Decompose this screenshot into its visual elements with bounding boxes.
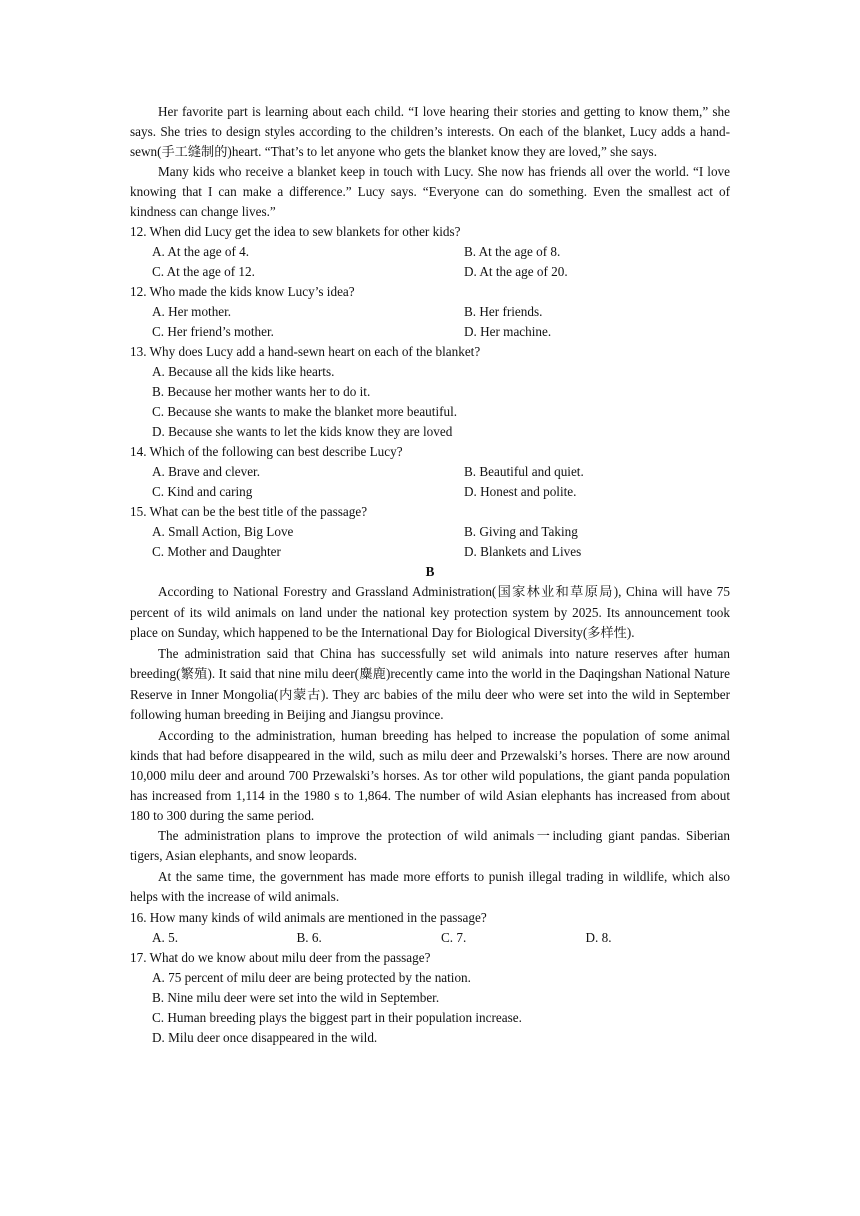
option-a: A. At the age of 4.: [152, 244, 250, 259]
option-d: D. Her machine.: [464, 324, 552, 339]
question-stem: 15. What can be the best title of the passage?: [130, 504, 368, 519]
options: [130, 968, 730, 1048]
options: [130, 928, 730, 948]
question-stem: 12. When did Lucy get the idea to sew blankets for other kids?: [130, 224, 461, 239]
question: [130, 442, 730, 502]
option-b: B. At the age of 8.: [464, 244, 561, 259]
question-stem: 16. How many kinds of wild animals are mentioned in the passage?: [130, 909, 487, 925]
question-stem: 17. What do we know about milu deer from the passage?: [130, 949, 431, 965]
option-b: B. Nine milu deer were set into the wild in September.: [152, 989, 440, 1005]
question: [130, 502, 730, 562]
option-c: C. Human breeding plays the biggest part in their population increase.: [152, 1009, 522, 1025]
option-c: C. At the age of 12.: [152, 264, 255, 279]
option-b: B. Beautiful and quiet.: [464, 464, 584, 479]
passage-b-paragraph: The administration said that China has successfully set wild animals into nature reserves after human breeding(繁殖). It said that nine milu deer(麋鹿)recently came into the world in the Daqingshan National Nature Reserve in Inner Mongolia(内蒙古). They arc babies of the milu deer who were set into the wild in September following human breeding in Beijing and Jiangsu province.: [130, 645, 730, 722]
option-b: B. 6.: [296, 929, 322, 945]
question: [130, 342, 730, 442]
option-b: B. Because her mother wants her to do it.: [152, 384, 371, 399]
passage-b-paragraph: According to the administration, human breeding has helped to increase the population of some animal kinds that had before disappeared in the wild, such as milu deer and Przewalski’s horses. There are now around 10,000 milu deer and around 700 Przewalski’s horses. As tor other wild populations, the giant panda population has increased from 1,114 in the 1980 s to 1,864. The number of wild Asian elephants has increased from about 180 to 300 during the same period.: [130, 727, 730, 823]
option-d: D. Milu deer once disappeared in the wild.: [152, 1029, 378, 1045]
question-stem: 14. Which of the following can best describe Lucy?: [130, 444, 403, 459]
option-d: D. Honest and polite.: [464, 484, 577, 499]
passage-a-paragraph: Her favorite part is learning about each child. “I love hearing their stories and getting to know them,” she says. She tries to design styles according to the children’s interests. On each of the blanket, Lucy adds a hand-sewn(手工缝制的)heart. “That’s to let anyone who gets the blanket know they are loved,” she says.: [130, 104, 730, 159]
passage-a-paragraph: Many kids who receive a blanket keep in touch with Lucy. She now has friends all over the world. “I love knowing that I can make a difference.” Lucy says. “Everyone can do something. Even the smallest act of kindness can change lives.”: [130, 164, 730, 219]
option-d: D. At the age of 20.: [464, 264, 568, 279]
options: [130, 302, 730, 342]
option-b: B. Giving and Taking: [464, 524, 578, 539]
question: [130, 222, 730, 282]
options: [130, 362, 730, 442]
option-c: C. Because she wants to make the blanket more beautiful.: [152, 404, 458, 419]
option-a: A. 75 percent of milu deer are being protected by the nation.: [152, 969, 471, 985]
question: [130, 282, 730, 342]
option-a: A. Small Action, Big Love: [152, 524, 294, 539]
options: [130, 522, 730, 562]
option-c: C. Kind and caring: [152, 484, 253, 499]
question: [130, 948, 730, 1048]
option-a: A. 5.: [152, 929, 179, 945]
option-d: D. Blankets and Lives: [464, 544, 582, 559]
option-c: C. 7.: [441, 929, 467, 945]
question-stem: 12. Who made the kids know Lucy’s idea?: [130, 284, 355, 299]
question-stem: 13. Why does Lucy add a hand-sewn heart on each of the blanket?: [130, 344, 481, 359]
option-d: D. 8.: [585, 929, 612, 945]
options: [130, 242, 730, 282]
passage-b-paragraph: The administration plans to improve the protection of wild animals一including giant pandas. Siberian tigers, Asian elephants, and snow leopards.: [130, 827, 730, 863]
passage-b-paragraph: At the same time, the government has made more efforts to punish illegal trading in wildlife, which also helps with the increase of wild animals.: [130, 868, 730, 904]
question: [130, 908, 730, 948]
exam-page: [130, 102, 730, 1048]
option-a: A. Brave and clever.: [152, 464, 261, 479]
passage-b-paragraph: According to National Forestry and Grassland Administration(国家林业和草原局), China will have 75 percent of its wild animals on land under the national key protection system by 2025. Its announcement took place on Sunday, which happened to be the International Day for Biological Diversity(多样性).: [130, 584, 730, 640]
option-b: B. Her friends.: [464, 304, 543, 319]
option-a: A. Because all the kids like hearts.: [152, 364, 335, 379]
section-heading: B: [425, 564, 435, 579]
option-d: D. Because she wants to let the kids know they are loved: [152, 424, 453, 439]
option-a: A. Her mother.: [152, 304, 232, 319]
option-c: C. Mother and Daughter: [152, 544, 281, 559]
options: [130, 462, 730, 502]
option-c: C. Her friend’s mother.: [152, 324, 274, 339]
